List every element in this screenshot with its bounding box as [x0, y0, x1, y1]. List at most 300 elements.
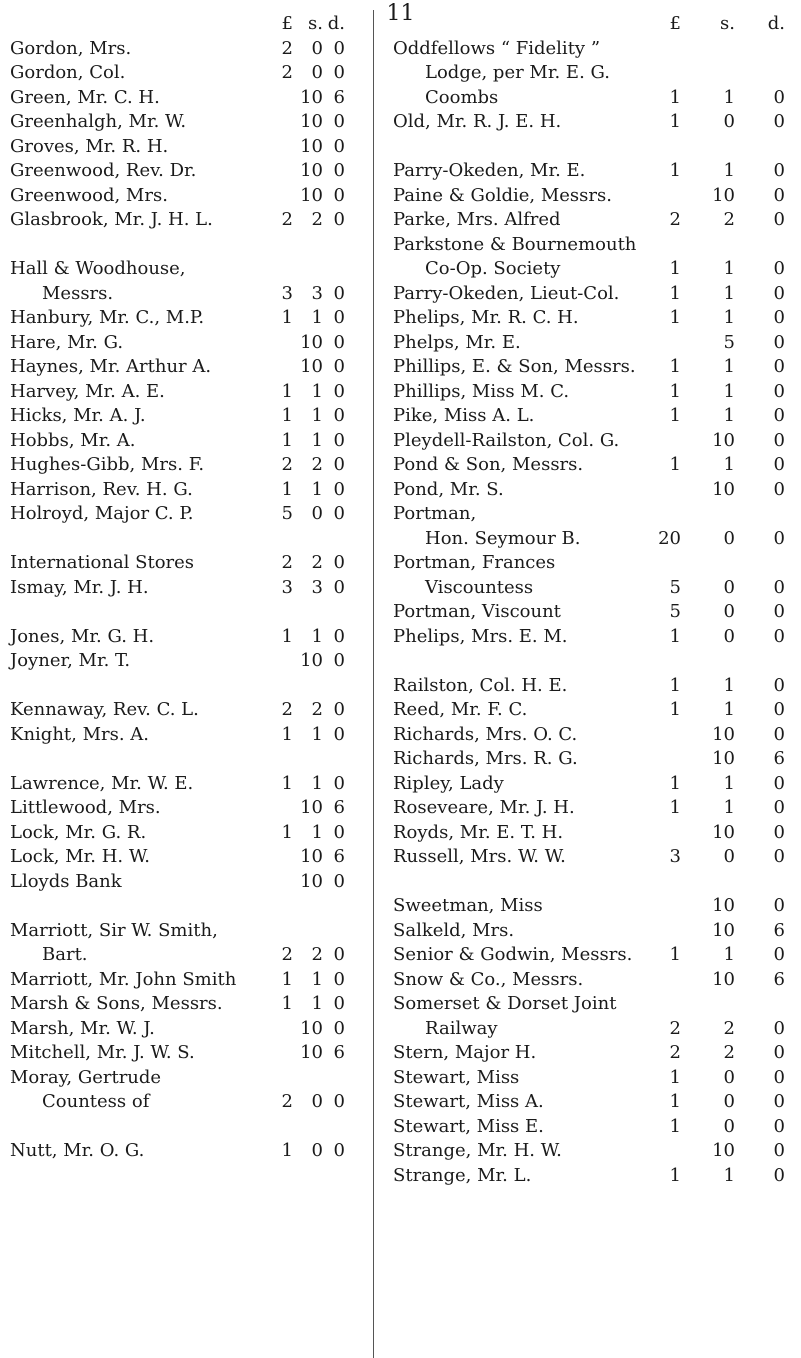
amount-shillings: 0	[311, 503, 323, 524]
amount-pence: 0	[773, 405, 785, 426]
amount-pounds: 20	[658, 527, 681, 549]
subscriber-row	[10, 110, 345, 135]
subscriber-name: Russell, Mrs. W. W.	[393, 846, 566, 867]
amount-shillings: 1	[723, 160, 735, 181]
subscriber-row	[393, 551, 793, 576]
amount-pence: 0	[333, 62, 345, 83]
amount-shillings: 0	[723, 1066, 735, 1088]
subscriber-row	[393, 698, 793, 723]
subscriber-row	[393, 625, 793, 650]
amount-pence: 6	[333, 797, 345, 818]
amount-pence: 0	[773, 772, 785, 794]
subscriber-name: Littlewood, Mrs.	[10, 797, 161, 818]
subscriber-row	[393, 845, 793, 870]
amount-pence: 0	[333, 282, 345, 304]
amount-pounds: 2	[281, 454, 293, 475]
amount-pence: 6	[333, 86, 345, 108]
pence-header: d.	[327, 13, 345, 34]
amount-pounds: 2	[281, 209, 293, 230]
subscriber-name: Joyner, Mr. T.	[10, 650, 131, 671]
amount-shillings: 10	[300, 1017, 323, 1039]
subscriber-name: Portman,	[393, 503, 477, 524]
subscriber-row	[10, 1041, 345, 1066]
amount-shillings: 1	[723, 797, 735, 818]
amount-pence: 6	[773, 968, 785, 990]
subscriber-row	[393, 355, 793, 380]
amount-pence: 0	[773, 1164, 785, 1186]
amount-pence: 0	[333, 993, 345, 1014]
subscriber-row	[10, 1017, 345, 1042]
amount-shillings: 0	[723, 846, 735, 867]
subscriber-name: Phillips, E. & Son, Messrs.	[393, 356, 636, 377]
currency-header-row	[10, 12, 345, 37]
amount-pence: 0	[773, 625, 785, 647]
amount-pence: 0	[773, 184, 785, 206]
amount-pounds: 1	[669, 405, 681, 426]
amount-pounds: 2	[281, 62, 293, 83]
amount-shillings: 10	[712, 821, 735, 843]
subscriber-name: Kennaway, Rev. C. L.	[10, 699, 199, 720]
amount-pence: 0	[773, 86, 785, 108]
amount-pence: 0	[333, 135, 345, 157]
subscriber-name: Mitchell, Mr. J. W. S.	[10, 1042, 195, 1063]
amount-pence: 0	[333, 380, 345, 402]
subscriber-name: Hall & Woodhouse,	[10, 258, 186, 279]
subscriber-row	[10, 845, 345, 870]
subscriber-row	[10, 355, 345, 380]
subscriber-row	[393, 208, 793, 233]
subscriber-name: Pleydell-Railston, Col. G.	[393, 429, 620, 451]
amount-shillings: 10	[300, 650, 323, 671]
subscriber-row	[10, 1139, 345, 1164]
amount-pence: 0	[333, 1017, 345, 1039]
subscriber-row	[10, 37, 345, 62]
subscriber-name: Oddfellows “ Fidelity ”	[393, 37, 601, 59]
amount-pence: 0	[773, 944, 785, 965]
subscriber-name: Lock, Mr. H. W.	[10, 846, 150, 867]
subscriber-row	[10, 404, 345, 429]
section-gap	[10, 527, 345, 552]
subscriber-name: Phelips, Mr. R. C. H.	[393, 307, 579, 328]
amount-shillings: 10	[712, 723, 735, 745]
subscriber-name: Hare, Mr. G.	[10, 331, 124, 353]
subscriber-name: Railway	[425, 1017, 498, 1039]
subscriber-name: Marsh, Mr. W. J.	[10, 1017, 155, 1039]
subscriber-name: Lawrence, Mr. W. E.	[10, 772, 194, 794]
subscriber-row	[393, 1115, 793, 1140]
subscriber-name: Marsh & Sons, Messrs.	[10, 993, 223, 1014]
subscriber-row	[10, 821, 345, 846]
pounds-header: £	[281, 13, 293, 34]
amount-pounds: 1	[669, 625, 681, 647]
amount-shillings: 10	[712, 748, 735, 769]
subscriber-row	[393, 159, 793, 184]
amount-pence: 0	[773, 699, 785, 720]
section-gap	[393, 649, 793, 674]
subscriber-row	[393, 184, 793, 209]
subscriber-row	[393, 796, 793, 821]
subscriber-name: Parke, Mrs. Alfred	[393, 209, 561, 230]
amount-pounds: 1	[281, 429, 293, 451]
amount-shillings: 1	[311, 993, 323, 1014]
amount-shillings: 1	[311, 968, 323, 990]
amount-shillings: 1	[723, 307, 735, 328]
subscriber-row	[10, 992, 345, 1017]
amount-pence: 0	[333, 331, 345, 353]
amount-shillings: 1	[311, 405, 323, 426]
amount-pounds: 1	[669, 1164, 681, 1186]
amount-pence: 0	[773, 478, 785, 500]
amount-pence: 0	[333, 1091, 345, 1112]
amount-pounds: 1	[669, 282, 681, 304]
amount-shillings: 10	[300, 797, 323, 818]
subscriber-name: Greenhalgh, Mr. W.	[10, 111, 187, 132]
subscriber-name: Salkeld, Mrs.	[393, 919, 515, 941]
subscriber-row	[10, 551, 345, 576]
subscriber-name: Groves, Mr. R. H.	[10, 135, 169, 157]
pence-header: d.	[767, 13, 785, 34]
shillings-header: s.	[308, 13, 323, 34]
amount-shillings: 10	[300, 86, 323, 108]
subscriber-name: Hon. Seymour B.	[425, 527, 581, 549]
shillings-header: s.	[720, 13, 735, 34]
amount-pounds: 2	[669, 1017, 681, 1039]
subscriber-row	[393, 723, 793, 748]
amount-shillings: 1	[723, 356, 735, 377]
subscriber-name: Parkstone & Bournemouth	[393, 233, 637, 255]
amount-pence: 0	[333, 111, 345, 132]
amount-pence: 0	[773, 356, 785, 377]
amount-pence: 0	[773, 111, 785, 132]
subscriber-name: Snow & Co., Messrs.	[393, 968, 584, 990]
subscriber-row	[393, 600, 793, 625]
amount-pounds: 2	[281, 552, 293, 573]
subscriber-name: Lodge, per Mr. E. G.	[425, 62, 610, 83]
amount-shillings: 0	[723, 111, 735, 132]
left-rows	[10, 37, 345, 1164]
subscriber-row	[10, 453, 345, 478]
amount-pounds: 1	[281, 625, 293, 647]
amount-pounds: 1	[669, 258, 681, 279]
amount-shillings: 10	[712, 184, 735, 206]
amount-shillings: 0	[311, 62, 323, 83]
amount-pence: 0	[773, 527, 785, 549]
amount-shillings: 2	[723, 1017, 735, 1039]
amount-shillings: 3	[311, 282, 323, 304]
amount-shillings: 0	[723, 601, 735, 622]
amount-pounds: 1	[281, 821, 293, 843]
amount-shillings: 1	[311, 478, 323, 500]
subscriber-name: Greenwood, Mrs.	[10, 184, 168, 206]
amount-pounds: 1	[669, 160, 681, 181]
amount-pounds: 3	[281, 282, 293, 304]
subscriber-name: Roseveare, Mr. J. H.	[393, 797, 575, 818]
subscriber-row	[10, 61, 345, 86]
subscriber-name: Portman, Frances	[393, 552, 556, 573]
amount-pounds: 1	[281, 1140, 293, 1161]
subscriber-name: Strange, Mr. H. W.	[393, 1140, 562, 1161]
amount-pence: 6	[773, 919, 785, 941]
subscriber-row	[393, 282, 793, 307]
subscriber-row	[393, 478, 793, 503]
amount-pence: 0	[333, 552, 345, 573]
amount-shillings: 0	[723, 1091, 735, 1112]
subscriber-row	[393, 110, 793, 135]
amount-pence: 6	[333, 846, 345, 867]
subscriber-name: Richards, Mrs. O. C.	[393, 723, 578, 745]
subscriber-name: Senior & Godwin, Messrs.	[393, 944, 633, 965]
amount-shillings: 10	[300, 870, 323, 892]
subscriber-row	[393, 943, 793, 968]
subscriber-row	[393, 502, 793, 527]
subscriber-row	[10, 772, 345, 797]
subscriber-row	[10, 184, 345, 209]
amount-pence: 0	[773, 723, 785, 745]
subscriber-column-left	[10, 12, 345, 1164]
subscriber-name: Haynes, Mr. Arthur A.	[10, 356, 212, 377]
subscriber-row	[393, 233, 793, 258]
subscriber-name: Parry-Okeden, Mr. E.	[393, 160, 586, 181]
amount-pence: 0	[333, 625, 345, 647]
amount-shillings: 10	[712, 1140, 735, 1161]
amount-pence: 0	[773, 1115, 785, 1137]
amount-pounds: 2	[281, 944, 293, 965]
subscriber-row	[10, 1066, 345, 1091]
subscriber-column-right	[393, 12, 793, 1188]
amount-pounds: 1	[669, 356, 681, 377]
amount-pence: 0	[773, 576, 785, 598]
subscriber-row	[393, 576, 793, 601]
subscriber-row	[10, 796, 345, 821]
amount-shillings: 1	[723, 454, 735, 475]
amount-shillings: 1	[723, 86, 735, 108]
amount-pounds: 1	[281, 772, 293, 794]
amount-pounds: 1	[281, 723, 293, 745]
subscriber-row	[10, 870, 345, 895]
subscriber-name: Phillips, Miss M. C.	[393, 380, 570, 402]
subscriber-row	[393, 61, 793, 86]
amount-shillings: 1	[723, 282, 735, 304]
subscriber-name: Coombs	[425, 86, 499, 108]
amount-pounds: 2	[669, 209, 681, 230]
subscriber-row	[10, 478, 345, 503]
amount-shillings: 1	[723, 1164, 735, 1186]
subscriber-row	[393, 1164, 793, 1189]
amount-pence: 0	[333, 576, 345, 598]
subscriber-row	[10, 649, 345, 674]
subscriber-name: Knight, Mrs. A.	[10, 723, 150, 745]
amount-pence: 0	[773, 380, 785, 402]
subscriber-name: Reed, Mr. F. C.	[393, 699, 528, 720]
amount-shillings: 0	[723, 1115, 735, 1137]
amount-shillings: 10	[712, 968, 735, 990]
subscriber-name: Viscountess	[425, 576, 534, 598]
amount-pence: 0	[333, 650, 345, 671]
subscriber-name: Hobbs, Mr. A.	[10, 429, 136, 451]
subscriber-row	[10, 331, 345, 356]
subscriber-name: Greenwood, Rev. Dr.	[10, 160, 197, 181]
amount-pounds: 2	[669, 1042, 681, 1063]
amount-shillings: 1	[723, 405, 735, 426]
amount-pounds: 1	[669, 86, 681, 108]
subscriber-row	[393, 772, 793, 797]
amount-pence: 0	[773, 209, 785, 230]
amount-pence: 0	[333, 699, 345, 720]
subscriber-name: Harrison, Rev. H. G.	[10, 478, 193, 500]
subscriber-name: Lock, Mr. G. R.	[10, 821, 147, 843]
amount-pence: 0	[773, 1091, 785, 1112]
amount-pounds: 3	[281, 576, 293, 598]
amount-pounds: 1	[669, 944, 681, 965]
subscriber-row	[10, 159, 345, 184]
subscriber-row	[393, 306, 793, 331]
amount-pence: 0	[333, 503, 345, 524]
amount-shillings: 2	[311, 209, 323, 230]
subscriber-row	[393, 1017, 793, 1042]
subscriber-row	[393, 527, 793, 552]
amount-pence: 0	[333, 454, 345, 475]
amount-shillings: 2	[311, 944, 323, 965]
amount-pounds: 1	[669, 307, 681, 328]
subscriber-name: Holroyd, Major C. P.	[10, 503, 194, 524]
amount-pence: 0	[333, 772, 345, 794]
amount-pounds: 2	[281, 699, 293, 720]
amount-pounds: 5	[669, 601, 681, 622]
subscriber-row	[393, 37, 793, 62]
subscriber-name: Marriott, Mr. John Smith	[10, 968, 237, 990]
amount-shillings: 1	[311, 380, 323, 402]
subscriber-row	[10, 1090, 345, 1115]
subscriber-name: Phelips, Mrs. E. M.	[393, 625, 568, 647]
subscriber-row	[10, 282, 345, 307]
amount-shillings: 10	[712, 895, 735, 916]
amount-pence: 0	[333, 37, 345, 59]
subscriber-row	[393, 331, 793, 356]
subscriber-name: Ripley, Lady	[393, 772, 504, 794]
amount-pence: 0	[333, 160, 345, 181]
subscriber-name: Stewart, Miss	[393, 1066, 520, 1088]
amount-shillings: 10	[712, 919, 735, 941]
amount-shillings: 10	[300, 356, 323, 377]
subscriber-name: Royds, Mr. E. T. H.	[393, 821, 564, 843]
amount-pounds: 1	[281, 307, 293, 328]
amount-pence: 0	[773, 258, 785, 279]
subscriber-name: Strange, Mr. L.	[393, 1164, 532, 1186]
amount-pounds: 1	[281, 405, 293, 426]
amount-pounds: 1	[669, 1091, 681, 1112]
subscriber-name: Portman, Viscount	[393, 601, 561, 622]
amount-shillings: 0	[311, 37, 323, 59]
subscriber-name: Sweetman, Miss	[393, 895, 543, 916]
amount-pounds: 1	[281, 993, 293, 1014]
amount-pence: 0	[773, 282, 785, 304]
subscriber-name: Ismay, Mr. J. H.	[10, 576, 149, 598]
page-number: 11	[386, 1, 415, 26]
right-rows	[393, 37, 793, 1189]
subscriber-row	[393, 1139, 793, 1164]
amount-pence: 0	[773, 1042, 785, 1063]
subscriber-name: Somerset & Dorset Joint	[393, 993, 617, 1014]
subscriber-name: Marriott, Sir W. Smith,	[10, 919, 218, 941]
subscriber-row	[10, 429, 345, 454]
amount-shillings: 10	[300, 111, 323, 132]
subscriber-row	[10, 306, 345, 331]
subscriber-name: Countess of	[42, 1091, 150, 1112]
section-gap	[10, 674, 345, 699]
subscriber-row	[393, 821, 793, 846]
subscriber-row	[10, 208, 345, 233]
subscriber-row	[10, 968, 345, 993]
amount-shillings: 0	[723, 527, 735, 549]
amount-pounds: 1	[669, 797, 681, 818]
subscriber-name: Messrs.	[42, 282, 114, 304]
subscriber-name: International Stores	[10, 552, 195, 573]
amount-pence: 0	[333, 723, 345, 745]
subscriber-name: Co-Op. Society	[425, 258, 561, 279]
amount-pence: 0	[773, 429, 785, 451]
amount-pence: 0	[773, 674, 785, 696]
subscriber-name: Railston, Col. H. E.	[393, 674, 568, 696]
amount-pounds: 1	[669, 1066, 681, 1088]
amount-pounds: 1	[669, 454, 681, 475]
subscriber-name: Old, Mr. R. J. E. H.	[393, 111, 562, 132]
amount-shillings: 0	[723, 576, 735, 598]
subscriber-name: Jones, Mr. G. H.	[10, 625, 155, 647]
subscriber-name: Phelps, Mr. E.	[393, 331, 521, 353]
subscriber-row	[10, 625, 345, 650]
subscriber-name: Hughes-Gibb, Mrs. F.	[10, 454, 205, 475]
amount-pence: 0	[773, 1140, 785, 1161]
subscriber-name: Hicks, Mr. A. J.	[10, 405, 146, 426]
subscriber-name: Nutt, Mr. O. G.	[10, 1140, 145, 1161]
amount-pence: 0	[333, 478, 345, 500]
subscriber-name: Parry-Okeden, Lieut-Col.	[393, 282, 620, 304]
subscriber-row	[393, 404, 793, 429]
subscriber-name: Pond & Son, Messrs.	[393, 454, 584, 475]
currency-header-row	[393, 12, 793, 37]
subscriber-name: Gordon, Col.	[10, 62, 126, 83]
amount-shillings: 1	[723, 674, 735, 696]
subscriber-row	[393, 674, 793, 699]
amount-pence: 0	[333, 209, 345, 230]
subscriber-name: Moray, Gertrude	[10, 1066, 162, 1088]
amount-pence: 0	[333, 944, 345, 965]
subscriber-row	[10, 919, 345, 944]
amount-pence: 0	[773, 797, 785, 818]
subscriber-name: Gordon, Mrs.	[10, 37, 132, 59]
amount-shillings: 1	[723, 699, 735, 720]
amount-pounds: 1	[669, 111, 681, 132]
subscriber-name: Richards, Mrs. R. G.	[393, 748, 578, 769]
amount-shillings: 1	[311, 429, 323, 451]
amount-pence: 0	[333, 821, 345, 843]
amount-pence: 6	[333, 1042, 345, 1063]
amount-pence: 0	[333, 429, 345, 451]
amount-pounds: 2	[281, 1091, 293, 1112]
amount-pence: 0	[333, 1140, 345, 1161]
amount-shillings: 2	[311, 454, 323, 475]
amount-pounds: 1	[281, 478, 293, 500]
amount-pounds: 1	[669, 772, 681, 794]
amount-pence: 0	[773, 1017, 785, 1039]
subscriber-row	[10, 576, 345, 601]
subscriber-row	[393, 1041, 793, 1066]
amount-pence: 0	[773, 307, 785, 328]
amount-pounds: 1	[669, 1115, 681, 1137]
pounds-header: £	[669, 13, 681, 34]
amount-pence: 0	[773, 895, 785, 916]
amount-shillings: 2	[723, 1042, 735, 1063]
